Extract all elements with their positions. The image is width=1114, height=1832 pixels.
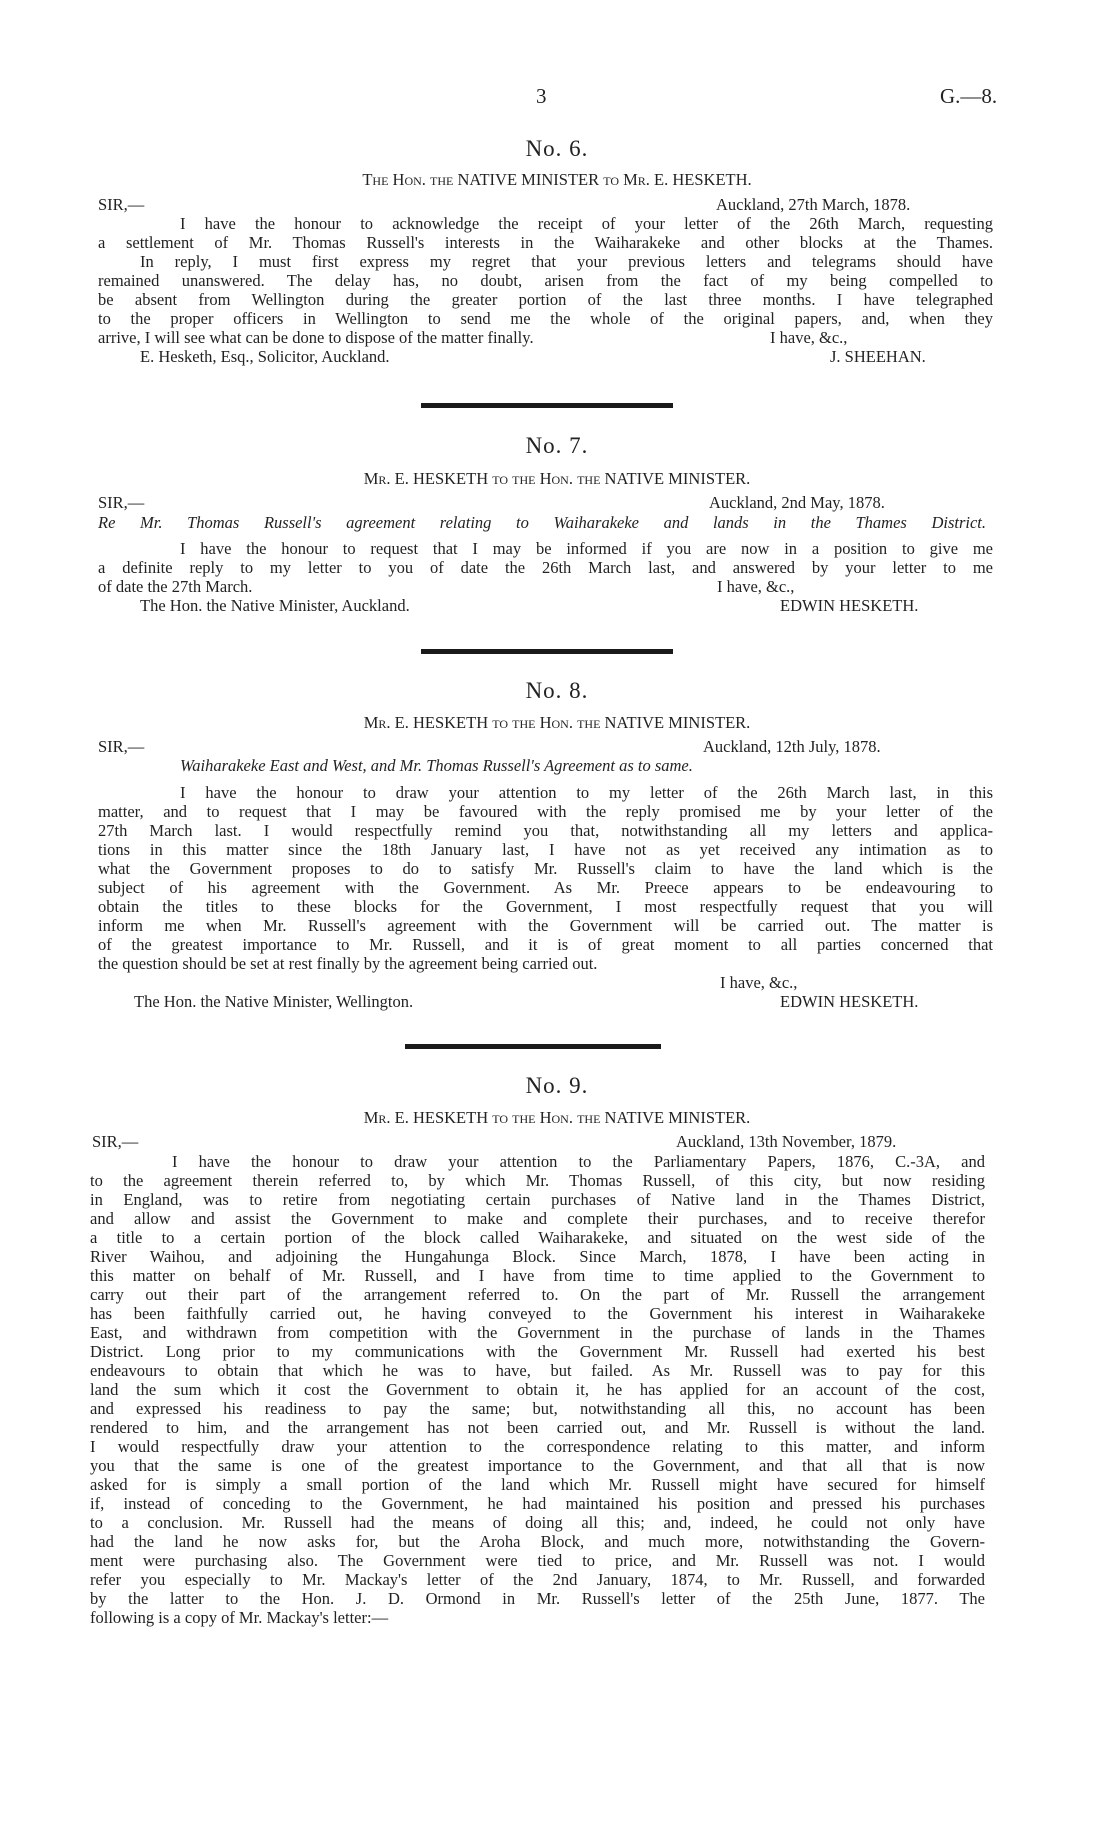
letter-9-line: East, and withdrawn from competition with the Government in the purchase of lands in the Thames xyxy=(90,1323,985,1342)
letter-6-line: remained unanswered. The delay has, no doubt, arisen from the fact of my being compelled to xyxy=(98,271,993,290)
letter-9-line: by the latter to the Hon. J. D. Ormond in Mr. Russell's letter of the 25th June, 1877. The xyxy=(90,1589,985,1608)
letter-7-line: I have the honour to request that I may be informed if you are now in a position to give me xyxy=(180,539,993,558)
letter-8-title: No. 8. xyxy=(525,678,589,703)
letter-9-line: rendered to him, and the arrangement has not been carried out, and Mr. Russell is without the land. xyxy=(90,1418,985,1437)
letter-8-closing: I have, &c., xyxy=(720,973,798,992)
letter-9-line: ment were purchasing also. The Government were tied to price, and Mr. Russell was not. I would xyxy=(90,1551,985,1570)
section-divider xyxy=(421,403,673,408)
letter-9-line: in England, was to retire from negotiating certain purchases of Native land in the Thames District, xyxy=(90,1190,985,1209)
letter-8-line: 27th March last. I would respectfully remind you that, notwithstanding all my letters and applica- xyxy=(98,821,993,840)
letter-7-line: of date the 27th March. xyxy=(98,577,253,596)
letter-8-place-date: Auckland, 12th July, 1878. xyxy=(703,737,881,756)
letter-6-subtitle: The Hon. the NATIVE MINISTER to Mr. E. HESKETH. xyxy=(362,170,752,189)
letter-9-place-date: Auckland, 13th November, 1879. xyxy=(676,1132,897,1151)
letter-6-salutation: SIR,— xyxy=(98,195,145,214)
letter-9-line: to a conclusion. Mr. Russell had the means of doing all this; and, indeed, he could not only have xyxy=(90,1513,985,1532)
section-divider xyxy=(405,1044,661,1049)
letter-9-line: following is a copy of Mr. Mackay's letter:— xyxy=(90,1608,389,1627)
letter-9-line: if, instead of conceding to the Government, he had maintained his position and pressed his purchases xyxy=(90,1494,985,1513)
letter-7-re-line: Re Mr. Thomas Russell's agreement relating to Waiharakeke and lands in the Thames District. xyxy=(98,513,986,532)
letter-9-salutation: SIR,— xyxy=(92,1132,139,1151)
letter-6-line: In reply, I must first express my regret that your previous letters and telegrams should have xyxy=(140,252,993,271)
letter-7-closing: I have, &c., xyxy=(717,577,795,596)
letter-8-line: tions in this matter since the 18th January last, I have not as yet received any intimation as to xyxy=(98,840,993,859)
letter-6-closing: I have, &c., xyxy=(770,328,848,347)
letter-9-title: No. 9. xyxy=(525,1073,589,1098)
letter-8-recipient: The Hon. the Native Minister, Wellington. xyxy=(134,992,414,1011)
letter-8-line: inform me when Mr. Russell's agreement with the Government will be carried out. The matter is xyxy=(98,916,993,935)
letter-6-line: I have the honour to acknowledge the receipt of your letter of the 26th March, requesting xyxy=(180,214,993,233)
letter-8-re-line: Waiharakeke East and West, and Mr. Thomas Russell's Agreement as to same. xyxy=(180,756,693,775)
letter-9-line: refer you especially to Mr. Mackay's letter of the 2nd January, 1874, to Mr. Russell, and forwarded xyxy=(90,1570,985,1589)
letter-8-line: matter, and to request that I may be favoured with the reply promised me by your letter of the xyxy=(98,802,993,821)
letter-8-line: the question should be set at rest finally by the agreement being carried out. xyxy=(98,954,598,973)
letter-9-line: had the land he now asks for, but the Aroha Block, and much more, notwithstanding the Govern- xyxy=(90,1532,985,1551)
letter-9-line: land the sum which it cost the Government to obtain it, he has applied for an account of the cost, xyxy=(90,1380,985,1399)
letter-6-place-date: Auckland, 27th March, 1878. xyxy=(716,195,911,214)
letter-8-subtitle: Mr. E. HESKETH to the Hon. the NATIVE MINISTER. xyxy=(363,713,751,732)
letter-8-line: I have the honour to draw your attention to my letter of the 26th March last, in this xyxy=(180,783,993,802)
letter-9-line: I have the honour to draw your attention to the Parliamentary Papers, 1876, C.-3A, and xyxy=(172,1152,985,1171)
document-code: G.—8. xyxy=(940,84,998,108)
letter-9-line: and allow and assist the Government to make and complete their purchases, and to receive therefor xyxy=(90,1209,985,1228)
letter-9-line: I would respectfully draw your attention to the correspondence relating to this matter, and inform xyxy=(90,1437,985,1456)
page-number: 3 xyxy=(536,84,547,108)
letter-9-line: has been faithfully carried out, he having conveyed to the Government his interest in Waiharakeke xyxy=(90,1304,985,1323)
letter-9-line: and expressed his readiness to pay the same; but, notwithstanding all this, no account has been xyxy=(90,1399,985,1418)
letter-9-line: endeavours to obtain that which he was to have, but failed. As Mr. Russell was to pay for this xyxy=(90,1361,985,1380)
letter-8-salutation: SIR,— xyxy=(98,737,145,756)
letter-9-line: you that the same is one of the greatest importance to the Government, and that all that is now xyxy=(90,1456,985,1475)
letter-9-line: this matter on behalf of Mr. Russell, and I have from time to time applied to the Government to xyxy=(90,1266,985,1285)
letter-6-title: No. 6. xyxy=(525,136,589,161)
letter-6-line: to the proper officers in Wellington to send me the whole of the original papers, and, when they xyxy=(98,309,993,328)
letter-7-line: a definite reply to my letter to you of date the 26th March last, and answered by your letter to me xyxy=(98,558,993,577)
letter-6-signature: J. SHEEHAN. xyxy=(830,347,926,366)
letter-8-line: of the greatest importance to Mr. Russell, and it is of great moment to all parties concerned that xyxy=(98,935,993,954)
letter-7-title: No. 7. xyxy=(525,433,589,458)
letter-9-line: to the agreement therein referred to, by which Mr. Thomas Russell, of this city, but now residing xyxy=(90,1171,985,1190)
letter-7-subtitle: Mr. E. HESKETH to the Hon. the NATIVE MINISTER. xyxy=(363,469,751,488)
section-divider xyxy=(421,649,673,654)
letter-6-line: arrive, I will see what can be done to dispose of the matter finally. xyxy=(98,328,534,347)
letter-6-line: be absent from Wellington during the greater portion of the last three months. I have telegraphed xyxy=(98,290,993,309)
letter-8-line: obtain the titles to these blocks for the Government, I most respectfully request that you will xyxy=(98,897,993,916)
letter-9-line: River Waihou, and adjoining the Hungahunga Block. Since March, 1878, I have been acting in xyxy=(90,1247,985,1266)
letter-9-line: a title to a certain portion of the block called Waiharakeke, and situated on the west side of the xyxy=(90,1228,985,1247)
letter-9-line: District. Long prior to my communications with the Government Mr. Russell had exerted his best xyxy=(90,1342,985,1361)
letter-9-line: asked for is simply a small portion of the land which Mr. Russell might have secured for himself xyxy=(90,1475,985,1494)
letter-7-salutation: SIR,— xyxy=(98,493,145,512)
letter-6-recipient: E. Hesketh, Esq., Solicitor, Auckland. xyxy=(140,347,390,366)
letter-9-line: carry out their part of the arrangement referred to. On the part of Mr. Russell the arrangement xyxy=(90,1285,985,1304)
letter-6-line: a settlement of Mr. Thomas Russell's interests in the Waiharakeke and other blocks at the Thames. xyxy=(98,233,993,252)
letter-8-line: what the Government proposes to do to satisfy Mr. Russell's claim to have the land which is the xyxy=(98,859,993,878)
letter-9-subtitle: Mr. E. HESKETH to the Hon. the NATIVE MINISTER. xyxy=(363,1108,751,1127)
letter-8-line: subject of his agreement with the Government. As Mr. Preece appears to be endeavouring to xyxy=(98,878,993,897)
letter-8-signature: EDWIN HESKETH. xyxy=(780,992,919,1011)
letter-7-place-date: Auckland, 2nd May, 1878. xyxy=(709,493,885,512)
letter-7-recipient: The Hon. the Native Minister, Auckland. xyxy=(140,596,410,615)
letter-7-signature: EDWIN HESKETH. xyxy=(780,596,919,615)
